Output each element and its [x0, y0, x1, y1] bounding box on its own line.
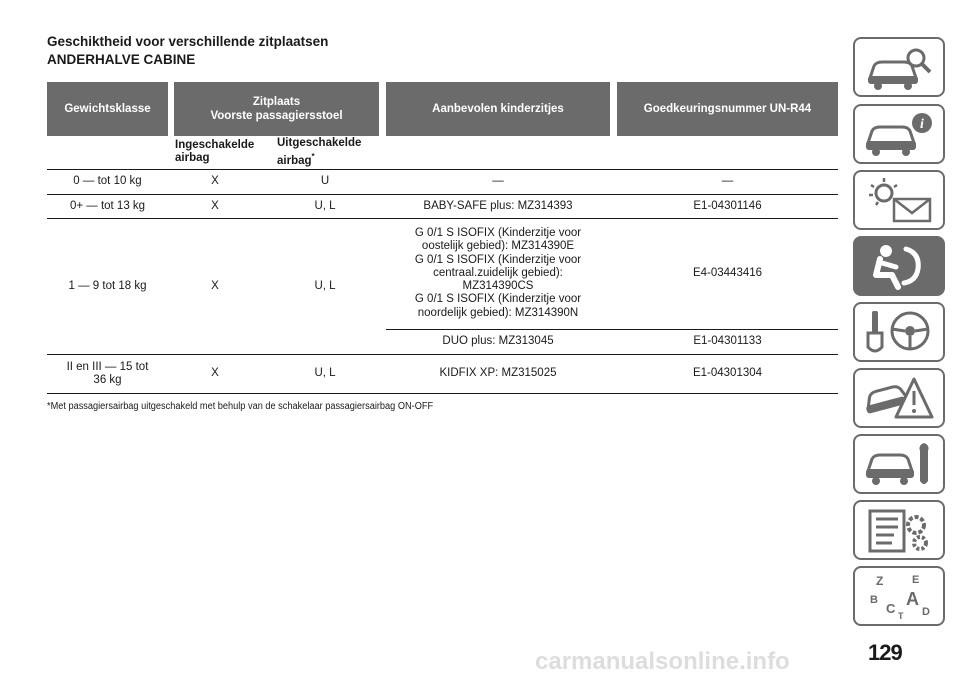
header-seat-line2: Voorste passagiersstoel — [210, 110, 343, 122]
subheader-airbag-enabled — [175, 139, 254, 165]
car-wrench-icon — [862, 439, 936, 489]
svg-text:i: i — [920, 117, 924, 132]
car-info-icon — [862, 109, 936, 159]
row4-disabled: U, L — [314, 367, 336, 380]
footnote: *Met passagiersairbag uitgeschakeld met behulp van de schakelaar passagiersairbag ON-OFF — [47, 401, 434, 412]
row3-seat-line: oostelijk gebied): MZ314390E — [421, 240, 575, 253]
row4-weight-line1: II en III — 15 tot — [66, 360, 149, 373]
svg-text:A: A — [906, 589, 919, 609]
sidebar-tab-dashboard[interactable] — [853, 37, 945, 97]
table-rule — [47, 169, 838, 170]
table-rule — [47, 354, 838, 355]
specs-gear-icon — [862, 505, 936, 555]
header-weight-class — [47, 82, 168, 136]
subheader-disabled-line1: Uitgeschakelde — [277, 137, 362, 149]
sidebar-tab-safety[interactable] — [853, 236, 945, 296]
sidebar-tab-index[interactable] — [853, 566, 945, 626]
warning-light-mail-icon — [862, 175, 936, 225]
row3-sub-seat: DUO plus: MZ313045 — [442, 335, 554, 348]
subheader-disabled-line2: airbag — [277, 154, 312, 167]
row2-disabled: U, L — [314, 200, 336, 213]
header-weight-label: Gewichtsklasse — [64, 103, 151, 115]
svg-text:Z: Z — [876, 574, 884, 588]
header-approval-label: Goedkeuringsnummer UN-R44 — [643, 103, 812, 115]
sidebar-tab-emergency[interactable] — [853, 368, 945, 428]
row2-weight: 0+ — tot 13 kg — [69, 200, 146, 213]
svg-text:E: E — [912, 574, 920, 586]
key-steering-wheel-icon — [862, 307, 936, 357]
row4-weight-line2: 36 kg — [93, 374, 122, 386]
row1-weight: 0 — tot 10 kg — [73, 175, 142, 188]
header-seat-position — [174, 82, 379, 136]
sidebar-tab-safety-info[interactable] — [853, 104, 945, 164]
row1-disabled: U — [320, 175, 330, 188]
page-title: Geschiktheid voor verschillende zitplaatsen — [47, 34, 329, 49]
footnote-marker: * — [311, 152, 315, 161]
row4-approval: E1-04301304 — [692, 367, 763, 380]
row4-seat: KIDFIX XP: MZ315025 — [439, 367, 557, 380]
seated-airbag-icon — [862, 241, 936, 291]
header-recommended-seats — [386, 82, 610, 136]
watermark[interactable]: carmanualsonline.info — [535, 648, 790, 675]
row3-seat-line: MZ314390CS — [462, 280, 534, 293]
table-rule — [47, 393, 838, 394]
car-crash-warning-icon — [862, 373, 936, 423]
row3-seat-line: centraal.zuidelijk gebied): — [433, 266, 563, 279]
sidebar-tab-warnings[interactable] — [853, 170, 945, 230]
row3-seat — [386, 220, 610, 327]
table-rule — [47, 218, 838, 219]
row4-weight — [47, 357, 168, 391]
row2-enabled: X — [211, 200, 219, 213]
row4-enabled: X — [211, 367, 219, 380]
page-subtitle: ANDERHALVE CABINE — [47, 52, 196, 67]
row3-weight: 1 — 9 tot 18 kg — [68, 279, 147, 292]
table-rule — [386, 329, 838, 330]
row3-approval: E4-03443416 — [692, 266, 763, 279]
header-approval-number — [617, 82, 838, 136]
row3-seat-line: G 0/1 S ISOFIX (Kinderzitje voor — [414, 293, 582, 306]
svg-text:B: B — [870, 594, 878, 606]
sidebar-tab-technical-data[interactable] — [853, 500, 945, 560]
svg-text:C: C — [886, 601, 896, 616]
table-rule — [47, 194, 838, 195]
row1-seat: — — [492, 175, 504, 188]
row3-seat-line: G 0/1 S ISOFIX (Kinderzitje voor — [414, 253, 582, 266]
header-recommended-label: Aanbevolen kinderzitjes — [432, 103, 564, 115]
subheader-enabled-line2: airbag — [175, 152, 210, 164]
row3-seat-line: G 0/1 S ISOFIX (Kinderzitje voor — [414, 227, 582, 240]
row2-seat: BABY-SAFE plus: MZ314393 — [423, 200, 573, 213]
svg-text:D: D — [922, 606, 930, 618]
row3-seat-line: noordelijk gebied): MZ314390N — [417, 306, 579, 319]
subheader-enabled-line1: Ingeschakelde — [175, 139, 255, 151]
row2-approval: E1-04301146 — [693, 200, 762, 213]
row1-enabled: X — [211, 175, 219, 188]
subheader-airbag-disabled — [277, 137, 361, 168]
header-seat-line1: Zitplaats — [252, 96, 301, 108]
svg-text:T: T — [898, 611, 904, 621]
row3-sub-approval: E1-04301133 — [693, 335, 762, 348]
row3-enabled: X — [211, 279, 219, 292]
page-number: 129 — [868, 640, 902, 665]
row1-approval: — — [721, 175, 734, 188]
row3-disabled: U, L — [314, 279, 336, 292]
car-search-icon — [862, 42, 936, 92]
sidebar-tab-maintenance[interactable] — [853, 434, 945, 494]
alphabet-index-icon — [862, 571, 936, 621]
sidebar-tab-starting-driving[interactable] — [853, 302, 945, 362]
